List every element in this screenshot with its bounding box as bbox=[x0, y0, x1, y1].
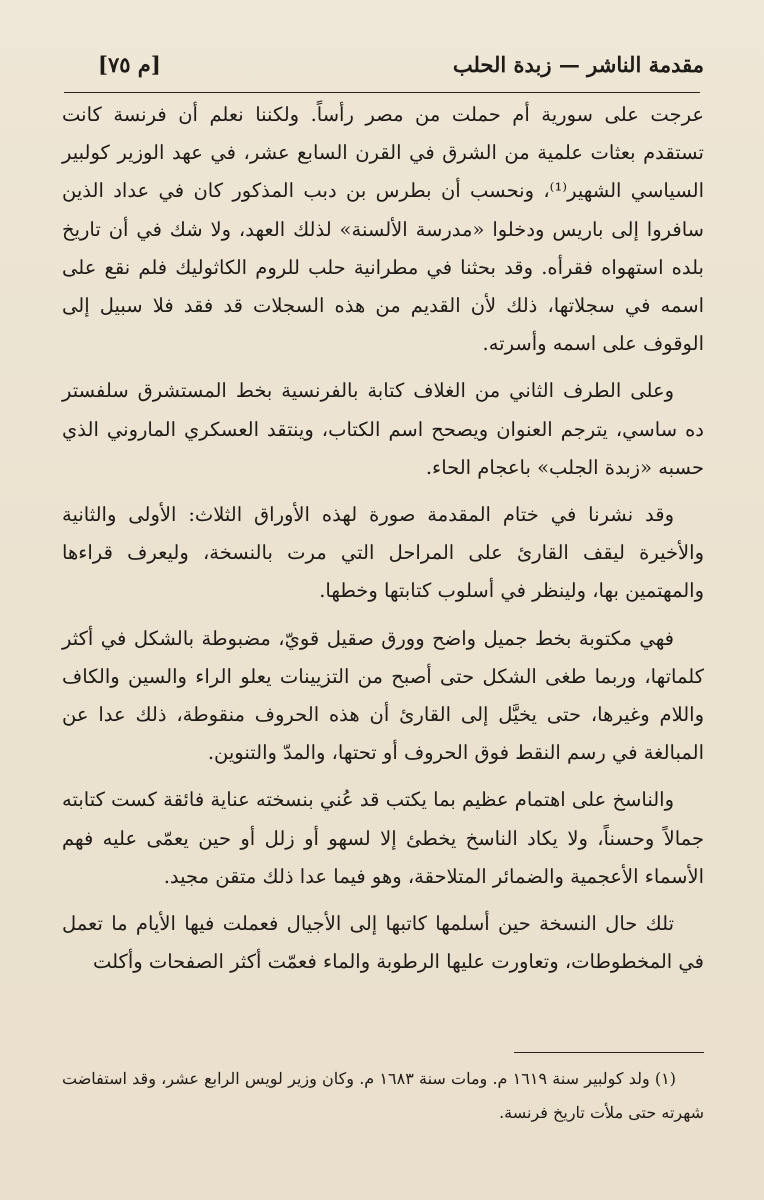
paragraph: وعلى الطرف الثاني من الغلاف كتابة بالفرنسية بخط المستشرق سلفستر ده ساسي، يترجم العنوان ويصحح اسم الكتاب، وينتقد العسكري الماروني الذي حسبه «زبدة الجلب» باعجام الحاء. bbox=[62, 379, 704, 479]
paragraph: عرجت على سورية أم حملت من مصر رأساً. ولكننا نعلم أن فرنسة كانت تستقدم بعثات علمية من الشرق في القرن السابع عشر، في عهد الوزير كولبير السياسي الشهير⁽¹⁾، ونحسب أن بطرس بن دبب المذكور كان في عداد الذين سافروا إلى باريس ودخلوا «مدرسة الألسنة» لذلك العهد، ولا شك في أن تاريخ بلده استهواه فقرأه. وقد بحثنا في مطرانية حلب للروم الكاثوليك فلم نقع على اسمه في سجلاتها، ذلك لأن القديم من هذه السجلات قد فقد فلا سبيل إلى الوقوف على اسمه وأسرته. bbox=[62, 103, 704, 356]
header-rule bbox=[64, 92, 700, 93]
running-title: مقدمة الناشر — زبدة الحلب bbox=[452, 52, 704, 77]
paragraph: فهي مكتوبة بخط جميل واضح وورق صقيل قويّ، مضبوطة بالشكل في أكثر كلماتها، وربما طغى الشكل حتى أصبح من التزيينات يعلو الراء والسين والكاف واللام وغيرها، حتى يخيَّل إلى القارئ أن هذه الحروف منقوطة، ذلك عدا عن المبالغة في رسم النقط فوق الحروف أو تحتها، والمدّ والتنوين. bbox=[62, 626, 704, 765]
footnote-rule bbox=[514, 1052, 704, 1053]
paragraph: والناسخ على اهتمام عظيم بما يكتب قد عُني بنسخته عناية فائقة كست كتابته جمالاً وحسناً، ولا يكاد الناسخ يخطئ إلا لسهو أو زلل أو حين يعمّى عليه فهم الأسماء الأعجمية والضمائر المتلاحقة، وهو فيما عدا ذلك متقن مجيد. bbox=[62, 788, 704, 888]
paragraph: وقد نشرنا في ختام المقدمة صورة لهذه الأوراق الثلاث: الأولى والثانية والأخيرة ليقف القارئ على المراحل التي مرت بالنسخة، وليعرف قراءها والمهتمين بها، ولينظر في أسلوب كتابتها وخطها. bbox=[62, 503, 704, 603]
page-header bbox=[98, 52, 704, 86]
footnote: (١) ولد كولبير سنة ١٦١٩ م. ومات سنة ١٦٨٣ م. وكان وزير لويس الرابع عشر، وقد استفاضت شهرته حتى ملأت تاريخ فرنسة. bbox=[62, 1069, 704, 1122]
main-text bbox=[62, 96, 704, 990]
paragraph: تلك حال النسخة حين أسلمها كاتبها إلى الأجيال فعملت فيها الأيام ما تعمل في المخطوطات، وتعاورت عليها الرطوبة والماء فعمّت أكثر الصفحات وأكلت bbox=[62, 912, 704, 974]
footnotes bbox=[62, 1062, 704, 1130]
page-number: [م ٧٥] bbox=[98, 52, 161, 77]
